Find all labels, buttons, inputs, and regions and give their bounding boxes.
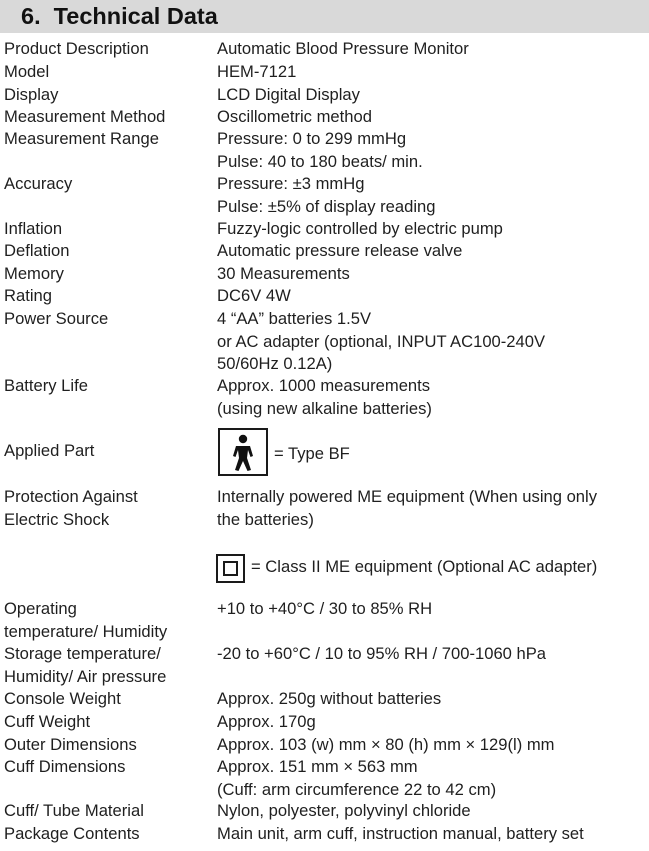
spec-value-line: Approx. 170g — [217, 712, 316, 731]
spec-label-line: Rating — [4, 286, 52, 305]
spec-value — [217, 218, 649, 241]
spec-label-line: Memory — [4, 264, 64, 283]
spec-value — [217, 643, 649, 666]
spec-label — [4, 218, 209, 241]
spec-value-line: Approx. 250g without batteries — [217, 689, 442, 708]
spec-value — [217, 598, 649, 621]
spec-value-line: Oscillometric method — [217, 107, 372, 126]
spec-label-line: Electric Shock — [4, 509, 110, 529]
spec-label-line: Package Contents — [4, 824, 140, 843]
spec-label — [4, 375, 209, 398]
spec-value — [217, 688, 649, 711]
spec-value-line: 4 “AA” batteries 1.5V — [217, 309, 372, 328]
spec-value-line: Pulse: 40 to 180 beats/ min. — [217, 151, 423, 171]
spec-label-line: Model — [4, 62, 50, 81]
spec-label-line: Accuracy — [4, 174, 73, 193]
spec-value — [217, 61, 649, 84]
spec-value-line: Automatic Blood Pressure Monitor — [217, 39, 469, 58]
spec-label-line: Measurement Method — [4, 107, 166, 126]
spec-label-line: Outer Dimensions — [4, 735, 137, 754]
spec-label-line: Battery Life — [4, 376, 88, 395]
spec-label — [4, 285, 209, 308]
spec-label — [4, 486, 209, 531]
spec-label — [4, 308, 209, 331]
spec-value-line: the batteries) — [217, 509, 314, 529]
spec-label — [4, 756, 209, 779]
spec-label-line: Console Weight — [4, 689, 121, 708]
spec-value — [217, 375, 649, 420]
spec-value-line: or AC adapter (optional, INPUT AC100-240V — [217, 331, 546, 351]
spec-value — [217, 756, 649, 801]
spec-label — [4, 240, 209, 263]
spec-value-line: LCD Digital Display — [217, 85, 360, 104]
spec-label-line: Power Source — [4, 309, 109, 328]
spec-value-line: Main unit, arm cuff, instruction manual, battery set — [217, 824, 584, 843]
spec-label-line: Cuff/ Tube Material — [4, 801, 144, 820]
spec-label — [4, 128, 209, 151]
spec-label — [4, 711, 209, 734]
spec-label — [4, 263, 209, 286]
spec-label-line: Product Description — [4, 39, 149, 58]
spec-value — [217, 38, 649, 61]
spec-value-line: HEM-7121 — [217, 62, 297, 81]
spec-label — [4, 173, 209, 196]
spec-label-line: Humidity/ Air pressure — [4, 666, 167, 686]
spec-value-line: Nylon, polyester, polyvinyl chloride — [217, 801, 471, 820]
spec-label-line: Measurement Range — [4, 129, 159, 148]
spec-value-line: (Cuff: arm circumference 22 to 42 cm) — [217, 779, 497, 799]
spec-label — [4, 61, 209, 84]
spec-value-line: DC6V 4W — [217, 286, 291, 305]
spec-label — [4, 106, 209, 129]
spec-value — [217, 711, 649, 734]
spec-label-line: Cuff Weight — [4, 712, 91, 731]
spec-value-line: -20 to +60°C / 10 to 95% RH / 700-1060 hPa — [217, 644, 547, 663]
spec-label-line: Inflation — [4, 219, 63, 238]
spec-value — [217, 173, 649, 218]
spec-value — [217, 106, 649, 129]
spec-label — [4, 598, 209, 643]
spec-label — [4, 734, 209, 757]
spec-label — [4, 440, 209, 463]
spec-label-line: Storage temperature/ — [4, 644, 161, 663]
spec-label-line: Deflation — [4, 241, 70, 260]
spec-label — [4, 38, 209, 61]
class-ii-double-square-icon — [216, 554, 245, 583]
spec-value-line: Automatic pressure release valve — [217, 241, 463, 260]
spec-value — [217, 486, 649, 531]
spec-value-line: 50/60Hz 0.12A) — [217, 354, 333, 373]
spec-label-line: temperature/ Humidity — [4, 621, 168, 641]
spec-value-line: Pulse: ±5% of display reading — [217, 196, 436, 216]
spec-value — [217, 84, 649, 107]
spec-label-line: Display — [4, 85, 59, 104]
spec-value — [217, 128, 649, 173]
spec-value — [217, 240, 649, 263]
spec-value-line: +10 to +40°C / 30 to 85% RH — [217, 599, 433, 618]
spec-value-line: Fuzzy-logic controlled by electric pump — [217, 219, 503, 238]
spec-label — [4, 84, 209, 107]
spec-value-line: Internally powered ME equipment (When using only — [217, 487, 598, 506]
spec-value — [217, 823, 649, 846]
section-title: Technical Data — [53, 3, 218, 29]
spec-label-line: Applied Part — [4, 441, 95, 460]
spec-value-line: Approx. 1000 measurements — [217, 376, 431, 395]
section-heading — [0, 0, 649, 33]
spec-value — [217, 800, 649, 823]
spec-value-line: Pressure: ±3 mmHg — [217, 174, 365, 193]
spec-value — [217, 308, 649, 376]
spec-label-line: Protection Against — [4, 487, 138, 506]
class-ii-label: = Class II ME equipment (Optional AC adapter) — [251, 557, 598, 576]
spec-value-line: Approx. 103 (w) mm × 80 (h) mm × 129(l) mm — [217, 735, 555, 754]
spec-label — [4, 823, 209, 846]
spec-value-line: 30 Measurements — [217, 264, 350, 283]
spec-value-line: Pressure: 0 to 299 mmHg — [217, 129, 407, 148]
type-bf-label: = Type BF — [274, 444, 350, 463]
spec-label-line: Cuff Dimensions — [4, 757, 126, 776]
spec-value-line: Approx. 151 mm × 563 mm — [217, 757, 418, 776]
spec-value — [217, 734, 649, 757]
spec-value-line: (using new alkaline batteries) — [217, 398, 432, 418]
spec-value — [217, 285, 649, 308]
spec-label — [4, 688, 209, 711]
spec-value — [217, 263, 649, 286]
section-number: 6. — [21, 3, 41, 29]
spec-label — [4, 800, 209, 823]
type-bf-person-icon — [218, 428, 268, 476]
spec-label — [4, 643, 209, 688]
spec-label-line: Operating — [4, 599, 77, 618]
